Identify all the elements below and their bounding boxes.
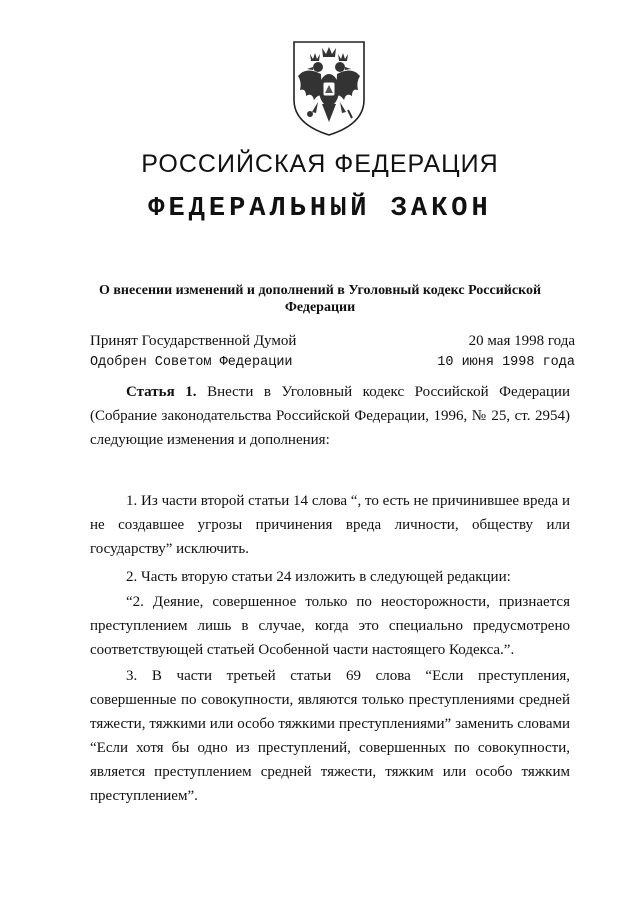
duma-label: Принят Государственной Думой (90, 333, 297, 349)
law-title: О внесении изменений и дополнений в Уголовный кодекс Российской Федерации (98, 283, 542, 315)
list-item: 2. Часть вторую статьи 24 изложить в следующей редакции: (126, 569, 511, 585)
coat-of-arms-icon (288, 38, 370, 138)
country-heading: РОССИЙСКАЯ ФЕДЕРАЦИЯ (141, 150, 499, 178)
article-text: Внести в Уголовный кодекс Российской Федерации (Собрание законодательства Российской Федерации, 1996, № 25, ст. 2954) следующие изменения и дополнения: (90, 384, 570, 448)
list-item: “2. Деяние, совершенное только по неосторожности, признается преступлением лишь в случае, когда это специально предусмотрено соответствующей статьей Особенной части настоящего Кодекса.”. (90, 594, 570, 658)
article-heading: Статья 1. (126, 384, 197, 400)
article-1-paragraph (90, 380, 570, 452)
council-label: Одобрен Советом Федерации (90, 355, 293, 370)
law-type-heading: ФЕДЕРАЛЬНЫЙ ЗАКОН (148, 194, 492, 224)
council-date: 10 июня 1998 года (437, 355, 575, 370)
list-item: 1. Из части второй статьи 14 слова “, то есть не причинившее вреда и не создавшее угрозы причинения вреда личности, обществу или государству” исключить. (90, 493, 570, 557)
duma-date: 20 мая 1998 года (468, 333, 575, 349)
list-item: 3. В части третьей статьи 69 слова “Если преступления, совершенные по совокупности, являются только преступлениями средней тяжести, тяжкими или особо тяжкими преступлениями” заменить словами “Если хотя бы одно из преступлений, совершенных по совокупности, является преступлением средней тяжести, тяжким или особо тяжким преступлением”. (90, 668, 570, 804)
